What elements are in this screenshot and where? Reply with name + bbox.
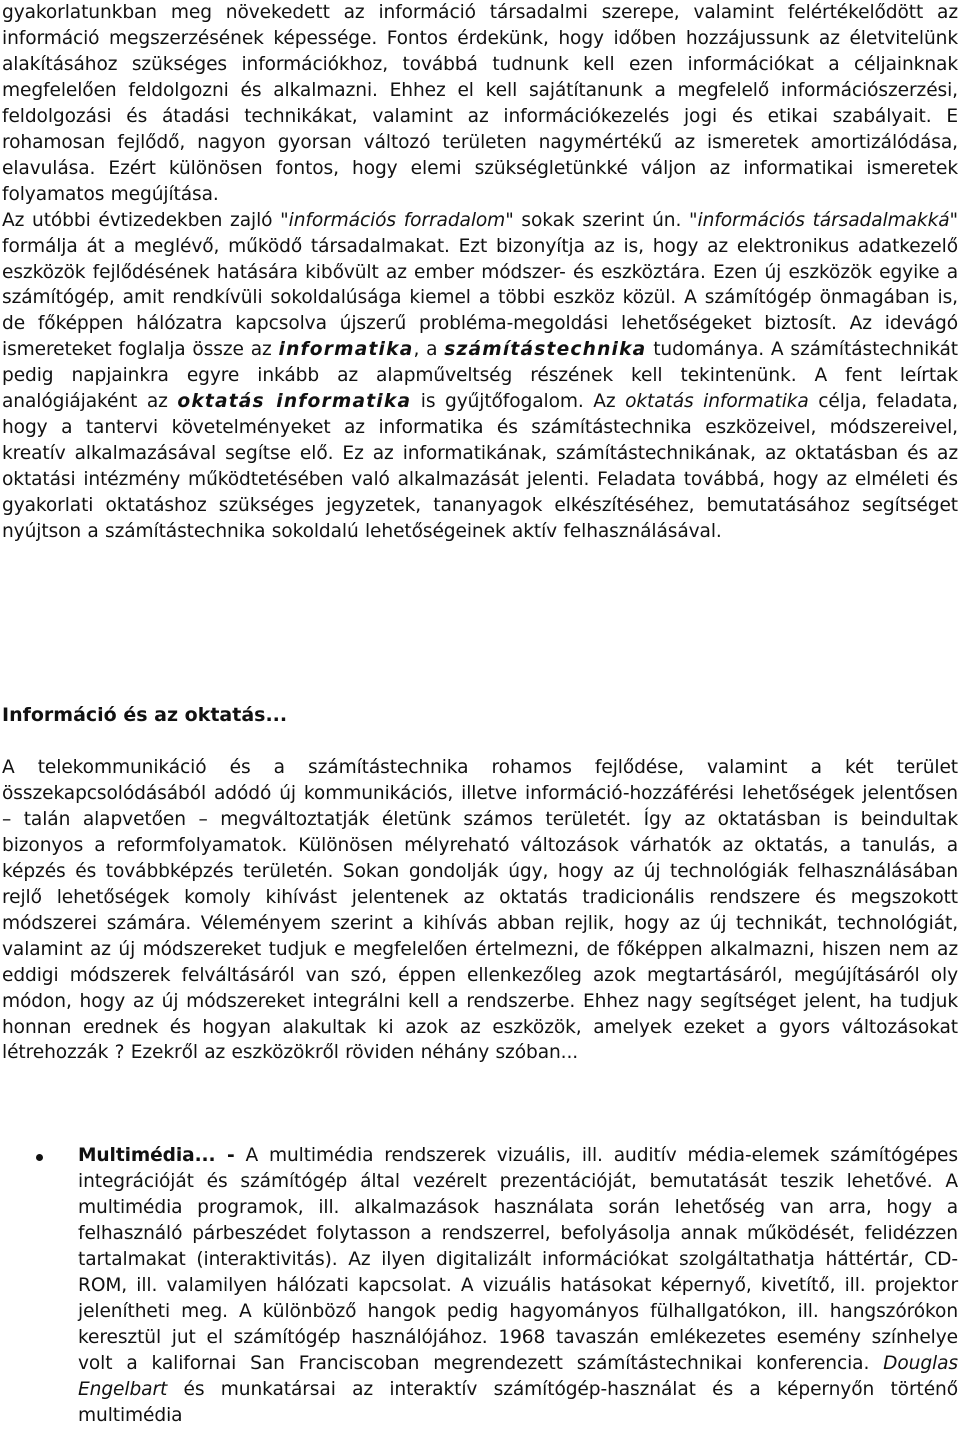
- section-paragraph: A telekommunikáció és a számítástechnika rohamos fejlődése, valamint a két terület összekapcsolódásából adódó új kommunikációs, illetve információ-hozzáférési lehetőségek jelentősen – talán alapvetően – megváltoztatják életünk számos területét. Így az oktatásban is beindultak bizonyos a reformfolyamatok. Különösen mélyreható változások várhatók az oktatás, a tanulás, a képzés és továbbképzés területén. Sokan gondolják úgy, hogy az új technológiák felhasználásában rejlő lehetőségek komoly kihívást jelentenek az oktatás tradicionális rendszere és megszokott módszerei számára. Véleményem szerint a kihívás abban rejlik, hogy az új technikát, technológiát, valamint az új módszereket tudjuk e megfelelően értelmezni, de főképpen alkalmazni, hiszen nem az eddigi módszerek felváltásáról van szó, éppen ellenkezőleg azok megtartásáról, megújításáról oly módon, hogy az új módszereket integrálni kell a rendszerbe. Ehhez nagy segítséget jelent, ha tudjuk honnan erednek és hogyan alakultak ki azok az eszközök, amelyek ezeket a gyors változásokat létrehozzák ? Ezekről az eszközökről röviden néhány szóban...: [2, 757, 958, 1064]
- bullet-list: [0, 1143, 960, 1428]
- bullet-text: A multimédia rendszerek vizuális, ill. auditív média-elemek számítógépes integrációját és számítógép által vezérelt prezentációját, bemutatását teszik lehetővé. A multimédia programok, ill. alkalmazások használata során lehetőség van arra, hogy a felhasználó párbeszédet folytasson a rendszerrel, befolyásolja annak működését, felidézzen tartalmakat (interaktivitás). Az ilyen digitalizált információkat szolgáltathatja háttértár, CD-ROM, ill. valamilyen hálózati kapcsolat. A vizuális hatásokat képernyő, kivetítő, ill. projektor jelenítheti meg. A különböző hangok pedig hagyományos fülhallgatókon, ill. hangszórókon keresztül jut el számítógép használójához. 1968 tavaszán emlékezetes esemény színhelye volt a kalifornai San Franciscoban megrendezett számítástechnikai konferencia. Douglas Engelbart és munkatársai az interaktív számítógép-használat és a képernyőn történő multimédia: [78, 1145, 958, 1426]
- bullet-dot-icon: [36, 1154, 43, 1161]
- bullet-item-multimedia: [0, 1143, 960, 1428]
- bullet-term: Multimédia... -: [78, 1145, 235, 1166]
- section-heading: Információ és az oktatás...: [2, 704, 288, 726]
- intro-paragraph-2: Az utóbbi évtizedekben zajló "információs forradalom" sokak szerint ún. "információs társadalmakká" formálja át a meglévő, működő társadalmakat. Ezt bizonyítja az is, hogy az elektronikus adatkezelő eszközök fejlődésének hatására kibővült az ember módszer- és eszköztára. Ezen új eszközök egyike a számítógép, amit rendkívüli sokoldalúsága kiemel a többi eszköz közül. A számítógép önmagában is, de főképpen hálózatra kapcsolva újszerű probléma-megoldási lehetőségeket biztosít. Az idevágó ismereteket foglalja össze az informatika, a számítástechnika tudománya. A számítástechnikát pedig napjainkra egyre inkább az alapműveltség részének kell tekintenünk. A fent leírtak analógiájaként az oktatás informatika is gyűjtőfogalom. Az oktatás informatika célja, feladata, hogy a tantervi követelményeket az informatika és számítástechnika eszközeivel, módszereivel, kreatív alkalmazásával segítse elő. Ez az informatikának, számítástechnikának, az oktatásban és az oktatási intézmény működtetésében való alkalmazását jelenti. Feladata továbbá, hogy az elméleti és gyakorlati oktatáshoz szükséges jegyzetek, tananyagok elkészítéséhez, bemutatásához segítséget nyújtson a számítástechnika sokoldalú lehetőségeinek aktív felhasználásával.: [2, 209, 958, 543]
- intro-paragraph-1: gyakorlatunkban meg növekedett az információ társadalmi szerepe, valamint felértékelődött az információ megszerzésének képessége. Fontos érdekünk, hogy időben hozzájussunk az életvitelünk alakításához szükséges információkhoz, továbbá tudnunk kell ezen információkat a céljainknak megfelelően feldolgozni és alkalmazni. Ehhez el kell sajátítanunk a megfelelő információszerzési, feldolgozási és átadási technikákat, valamint az információkezelés jogi és etikai szabályait. E rohamosan fejlődő, nagyon gyorsan változó területen nagymértékű az ismeretek amortizálódása, elavulása. Ezért különösen fontos, hogy elemi szükségletünkké váljon az informatikai ismeretek folyamatos megújítása.: [2, 2, 958, 205]
- intro-text: [2, 0, 958, 545]
- section-body: [2, 755, 958, 1066]
